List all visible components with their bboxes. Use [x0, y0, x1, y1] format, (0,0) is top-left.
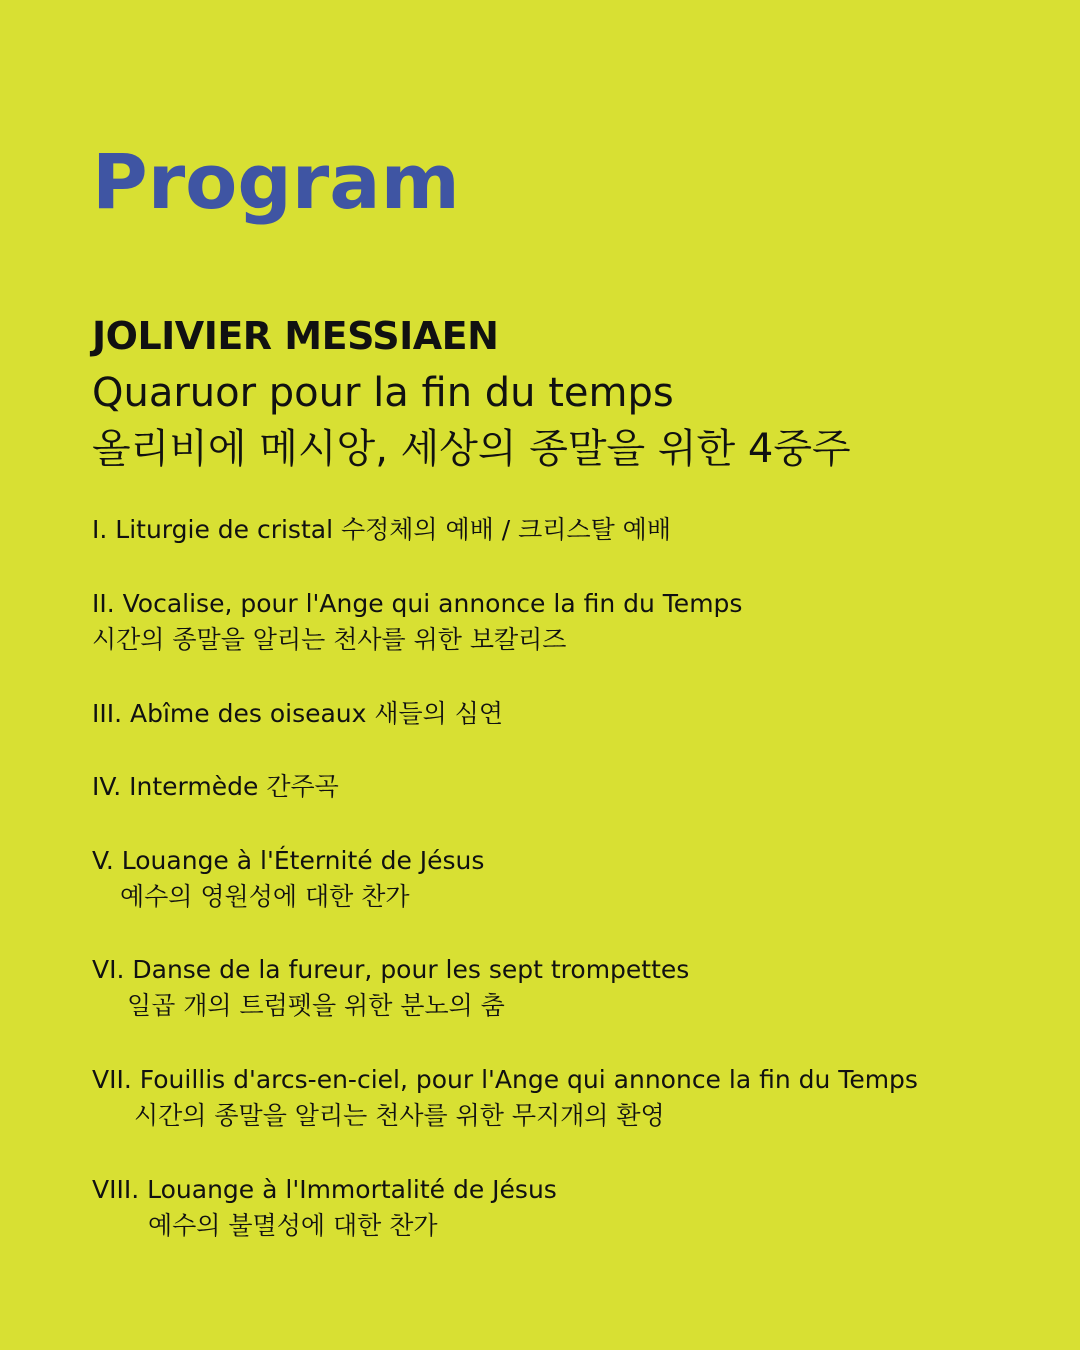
movement-1: [92, 512, 671, 548]
movement-5: [92, 843, 484, 915]
movement-7: [92, 1062, 918, 1134]
work-title-french: Quaruor pour la fin du temps: [92, 370, 674, 416]
movement-1-title: I. Liturgie de cristal 수정체의 예배 / 크리스탈 예배: [92, 515, 671, 544]
movement-7-title: VII. Fouillis d'arcs-en-ciel, pour l'Ange qui annonce la fin du Temps: [92, 1065, 918, 1094]
movement-3: [92, 696, 503, 732]
page-title: Program: [92, 137, 460, 226]
movement-6-title: VI. Danse de la fureur, pour les sept trompettes: [92, 955, 690, 984]
movement-2: [92, 586, 742, 658]
movement-5-korean-title: 예수의 영원성에 대한 찬가: [120, 882, 410, 911]
work-title-korean: 올리비에 메시앙, 세상의 종말을 위한 4중주: [92, 426, 851, 472]
movement-3-title: III. Abîme des oiseaux 새들의 심연: [92, 699, 504, 728]
composer-name: JOLIVIER MESSIAEN: [92, 314, 499, 358]
movement-8-title: VIII. Louange à l'Immortalité de Jésus: [92, 1175, 557, 1204]
movement-6: [92, 952, 689, 1024]
movement-5-title: V. Louange à l'Éternité de Jésus: [92, 846, 485, 875]
movement-4-title: IV. Intermède 간주곡: [92, 772, 339, 801]
movement-2-title: II. Vocalise, pour l'Ange qui annonce la fin du Temps: [92, 589, 743, 618]
movement-4: [92, 769, 339, 805]
movement-8-korean-title: 예수의 불멸성에 대한 찬가: [148, 1211, 438, 1240]
movement-7-korean-title: 시간의 종말을 알리는 천사를 위한 무지개의 환영: [134, 1101, 665, 1130]
movement-2-korean-title: 시간의 종말을 알리는 천사를 위한 보칼리즈: [92, 625, 567, 654]
movement-8: [92, 1172, 557, 1244]
movement-6-korean-title: 일곱 개의 트럼펫을 위한 분노의 춤: [127, 991, 505, 1020]
